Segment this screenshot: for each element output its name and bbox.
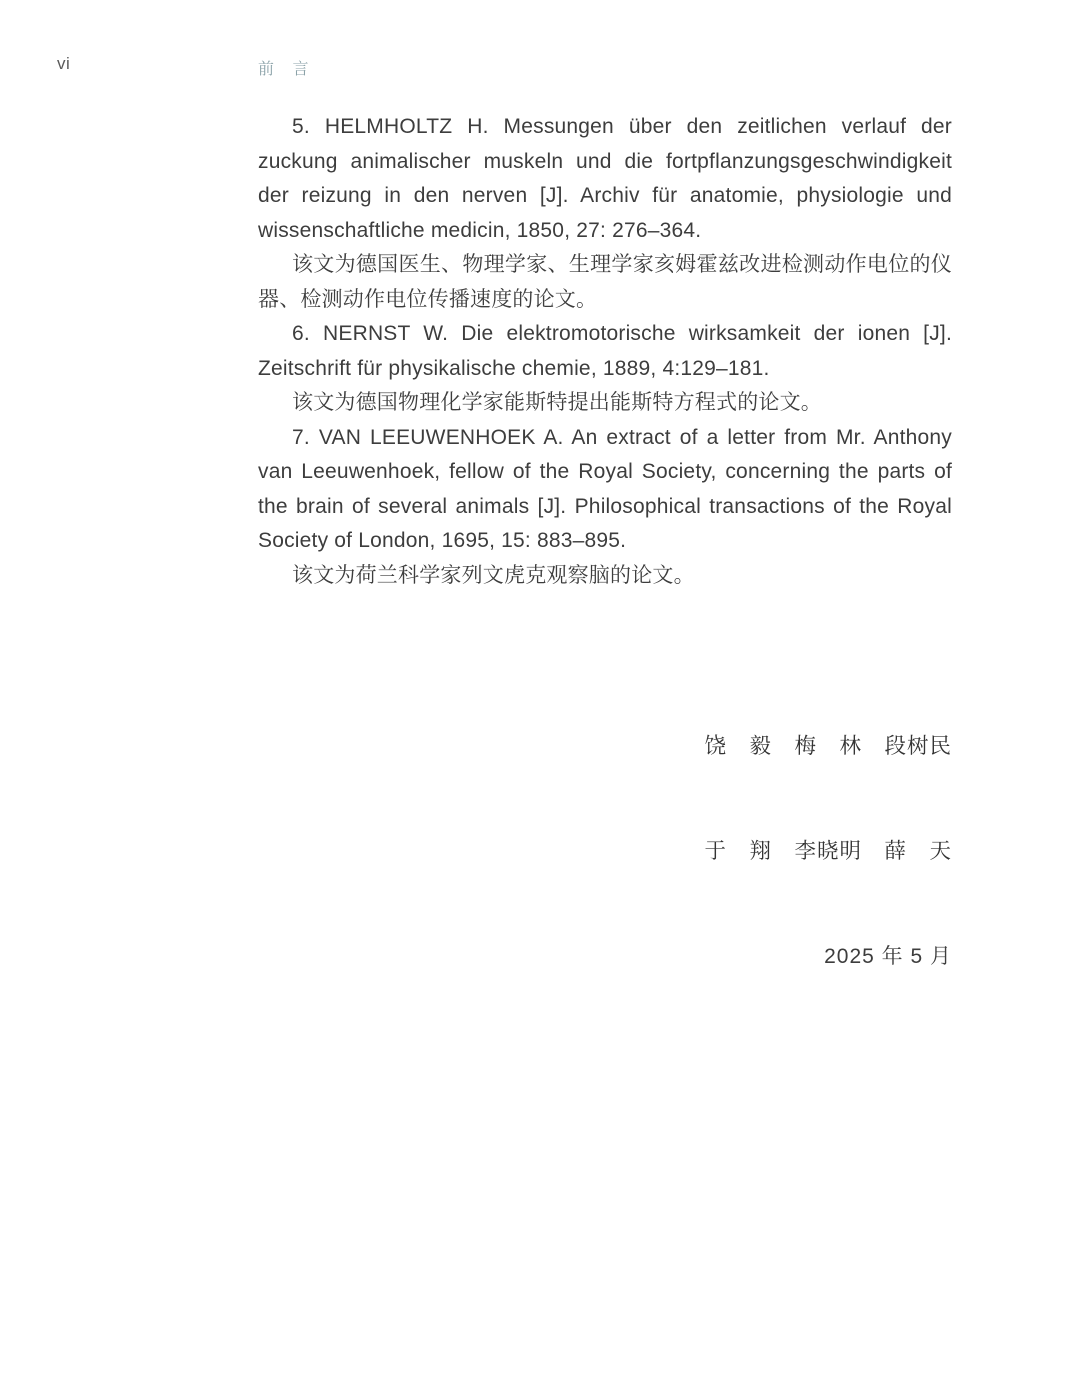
- reference-note-7: 该文为荷兰科学家列文虎克观察脑的论文。: [292, 563, 695, 587]
- page-number: vi: [57, 54, 71, 73]
- reference-citation-6: 6. NERNST W. Die elektromotorische wirksamkeit der ionen [J]. Zeitschrift für physikalische chemie, 1889, 4:129–181.: [258, 322, 952, 380]
- page-content: [258, 110, 952, 1044]
- signature-block: [258, 659, 952, 1044]
- reference-note-5: 该文为德国医生、物理学家、生理学家亥姆霍兹改进检测动作电位的仪器、检测动作电位传播速度的论文。: [258, 253, 952, 311]
- signature-authors-line-1: 饶 毅 梅 林 段树民: [704, 734, 952, 758]
- reference-note-6: 该文为德国物理化学家能斯特提出能斯特方程式的论文。: [292, 391, 822, 414]
- signature-authors-line-2: 于 翔 李晓明 薛 天: [704, 839, 952, 863]
- signature-date: 2025 年 5 月: [824, 945, 952, 968]
- reference-citation-5: 5. HELMHOLTZ H. Messungen über den zeitlichen verlauf der zuckung animalischer muskeln und die fortpflanzungsgeschwindigkeit der reizung in den nerven [J]. Archiv für anatomie, physiologie und wissenschaftliche medicin, 1850, 27: 276–364.: [258, 115, 952, 242]
- running-header-title: 前 言: [258, 61, 316, 78]
- reference-citation-7: 7. VAN LEEUWENHOEK A. An extract of a letter from Mr. Anthony van Leeuwenhoek, fellow of the Royal Society, concerning the parts of the brain of several animals [J]. Philosophical transactions of the Royal Society of London, 1695, 15: 883–895.: [258, 425, 952, 552]
